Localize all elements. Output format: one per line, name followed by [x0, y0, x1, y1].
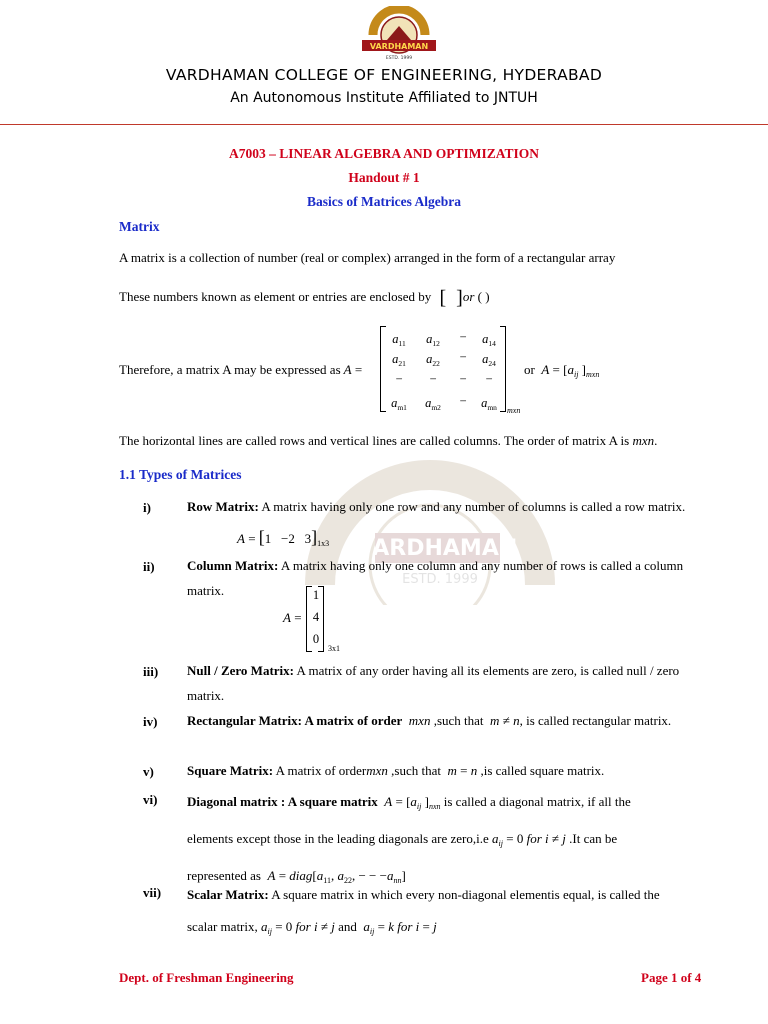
course-title: A7003 – LINEAR ALGEBRA AND OPTIMIZATION: [229, 146, 539, 161]
term: Rectangular Matrix: A matrix of order: [187, 713, 403, 728]
autonomous-line: An Autonomous Institute Affiliated to JNTUH: [230, 90, 538, 106]
item-number: vi): [143, 792, 158, 807]
row-matrix-item: [187, 494, 697, 519]
rows-columns-sentence: [119, 433, 657, 449]
general-matrix: $a_{11}$ $a_{12}$ − $a_{14}$ $a_{21}$ $a_{22}$ − $a_{24}$ − − − − $a_{m1}$ $a_{m2}$ − $a_{mn}$ mxn: [380, 326, 520, 414]
term: Null / Zero Matrix:: [187, 663, 294, 678]
row-matrix-example: A = [1 −2 $3]_{1x3}$: [237, 527, 330, 548]
rows-columns-text: The horizontal lines are called rows and vertical lines are called columns. The order of matrix A is: [119, 433, 630, 448]
or-word-2: or: [524, 362, 535, 377]
watermark-banner: VARDHAMAN: [356, 536, 518, 561]
term: Row Matrix:: [187, 499, 259, 514]
term: Square Matrix:: [187, 763, 274, 778]
definition-line3: represented as: [187, 868, 261, 883]
definition: A matrix of any order having all its elements are zero, is called null / zero matrix.: [187, 663, 680, 703]
topic-title: Basics of Matrices Algebra: [306, 194, 462, 209]
term: Diagonal matrix : A square matrix: [187, 794, 378, 809]
handout-number: Handout # 1: [348, 170, 420, 185]
header-rule: [0, 124, 768, 125]
matrix-expression-sentence: Therefore, a matrix A may be expressed as A =: [119, 362, 363, 377]
enclosure-sentence: These numbers known as element or entries are enclosed by [ ]or ( ): [119, 287, 490, 309]
order-symbol: mxn: [632, 433, 655, 448]
definition-line2-end: .It can be: [565, 831, 618, 846]
definition: A matrix having only one row and any number of columns is called a row matrix.: [258, 499, 686, 514]
or-word: or: [462, 289, 475, 304]
matrix-heading: Matrix: [119, 219, 160, 234]
item-number: v): [143, 764, 154, 779]
definition: A square matrix in which every non-diagonal elementis equal, is called the: [268, 887, 660, 902]
item-number: i): [143, 500, 151, 515]
term: Scalar Matrix:: [187, 887, 269, 902]
square-matrix-item: Square Matrix: A matrix of ordermxn ,such that m = n ,is called square matrix.: [187, 763, 605, 778]
item-number: vii): [143, 885, 162, 900]
enclosure-text: These numbers known as element or entries are enclosed by: [119, 289, 432, 304]
rectangular-matrix-item: Rectangular Matrix: A matrix of order mxn ,such that m ≠ n, is called rectangular matrix.: [187, 713, 672, 728]
column-matrix-example: 1 4 0 3x1: [306, 586, 346, 656]
definition: is called a diagonal matrix, if all the: [440, 794, 631, 809]
paren-symbol: ( ): [477, 289, 490, 304]
column-matrix-item: [187, 553, 697, 603]
term: Column Matrix:: [187, 558, 279, 573]
definition-line2: scalar matrix,: [187, 919, 258, 934]
watermark-estd: ESTD. 1999: [402, 572, 478, 587]
item-number: iv): [143, 714, 158, 729]
period: .: [654, 433, 658, 448]
null-matrix-item: [187, 658, 697, 708]
footer-page-number: Page 1 of 4: [641, 970, 702, 985]
college-logo: [354, 6, 444, 62]
item-number: iii): [143, 664, 159, 679]
matrix-definition: A matrix is a collection of number (real or complex) arranged in the form of a rectangular array: [119, 250, 616, 265]
definition-end: , is called rectangular matrix.: [519, 713, 672, 728]
college-name: VARDHAMAN COLLEGE OF ENGINEERING, HYDERABAD: [165, 66, 603, 84]
column-matrix-lhs: A =: [283, 610, 302, 625]
logo-estd-text: ESTD. 1999: [385, 56, 413, 61]
definition: A matrix of order: [273, 763, 367, 778]
diagonal-matrix-item: Diagonal matrix : A square matrix $A = [a_{ij}$ ]$_{nxn}$ is called a diagonal matrix, if all the elements except those in the leading diagonals are zero,i.e $a_{ij} = 0$ for i ≠ j .It can be represented as $A = diag[a_{11}$, $a_{22}$, − − $-a_{nn}$]: [187, 794, 631, 885]
item-number: ii): [143, 559, 155, 574]
definition: ,such that: [430, 713, 484, 728]
definition-line2: elements except those in the leading diagonals are zero,i.e: [187, 831, 489, 846]
matrix-short-form: or $A = [a_{ij}$ ]$_{mxn}$: [524, 362, 600, 379]
footer-department: Dept. of Freshman Engineering: [119, 970, 294, 985]
and-word: and: [338, 919, 357, 934]
scalar-matrix-item: Scalar Matrix: A square matrix in which every non-diagonal elementis equal, is called the scalar matrix, $a_{ij} = 0$ for i ≠ j and $a_{ij} = k$ for i = j: [187, 887, 660, 936]
expression-text: Therefore, a matrix A may be expressed as: [119, 362, 341, 377]
definition-mid: ,such that: [387, 763, 441, 778]
definition-end: ,is called square matrix.: [477, 763, 605, 778]
definition: A matrix having only one column and any number of rows is called a column matrix.: [187, 558, 684, 598]
types-heading: 1.1 Types of Matrices: [119, 467, 242, 482]
logo-banner-text: VARDHAMAN: [369, 42, 429, 51]
